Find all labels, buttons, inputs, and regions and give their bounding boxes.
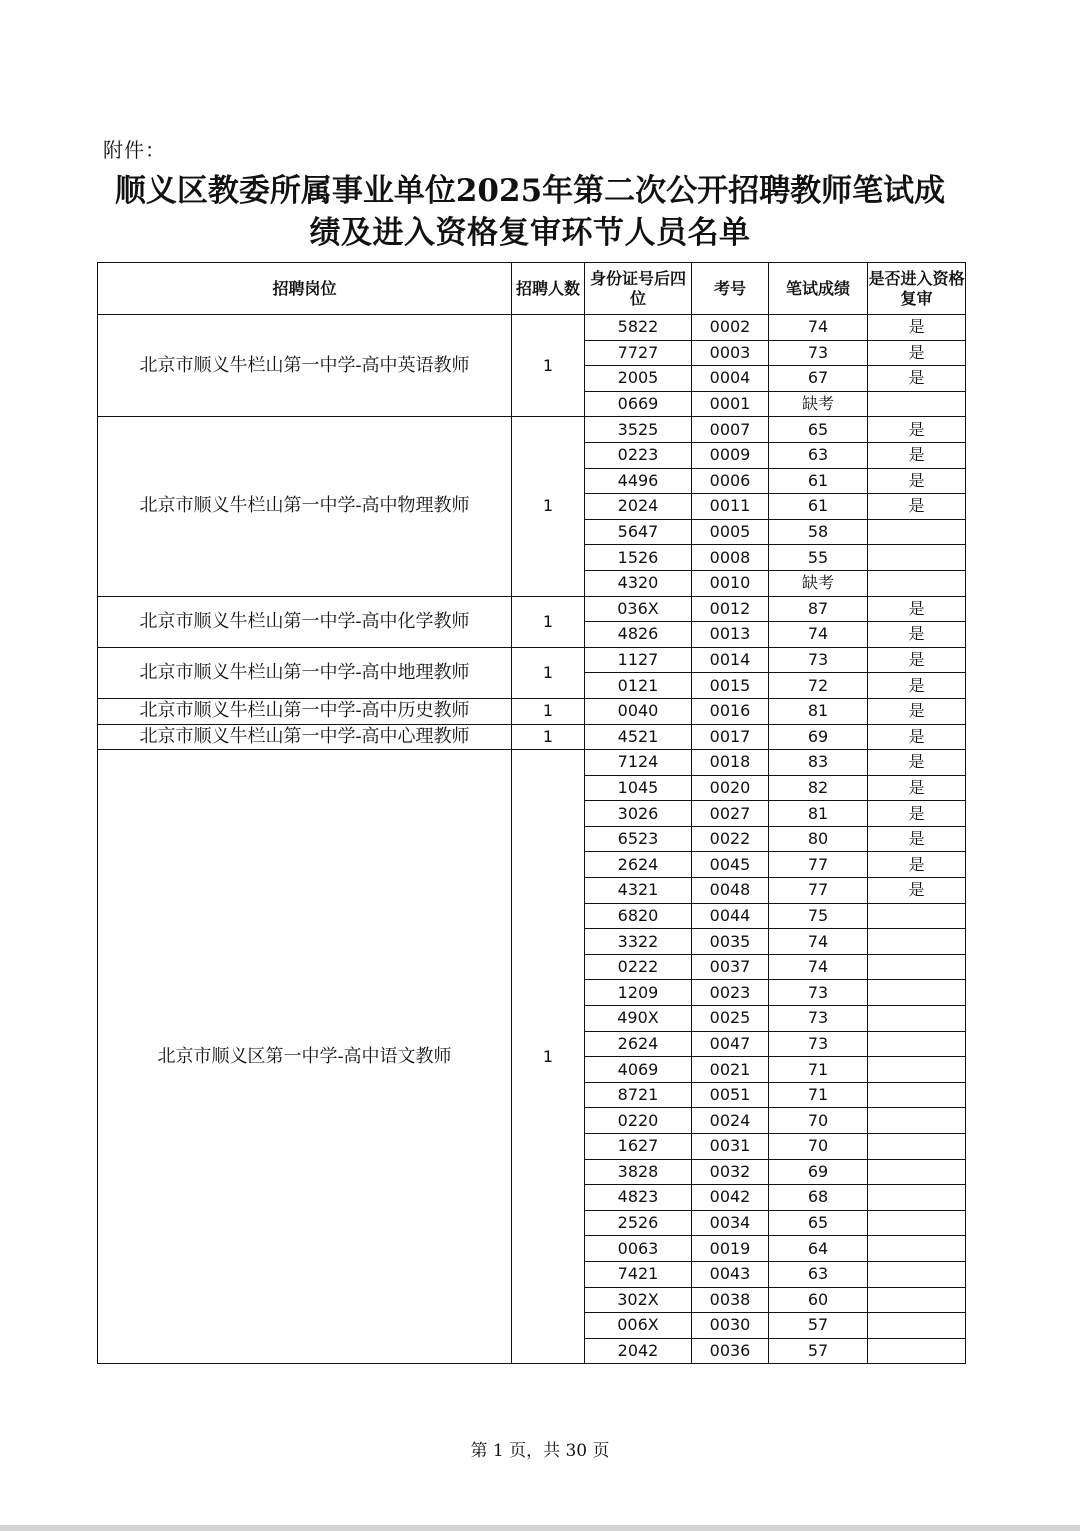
review-cell [868, 1261, 966, 1287]
review-cell [868, 903, 966, 929]
score-cell: 缺考 [769, 570, 868, 596]
score-cell: 72 [769, 673, 868, 699]
id-cell: 4823 [585, 1185, 692, 1211]
id-cell: 1526 [585, 545, 692, 571]
score-cell: 61 [769, 494, 868, 520]
id-cell: 0222 [585, 954, 692, 980]
score-cell: 67 [769, 366, 868, 392]
table-row [98, 596, 966, 622]
score-cell: 55 [769, 545, 868, 571]
id-cell: 006X [585, 1313, 692, 1339]
id-cell: 6820 [585, 903, 692, 929]
table-row [98, 647, 966, 673]
count-cell: 1 [512, 596, 585, 647]
exam-no-cell: 0045 [692, 852, 769, 878]
score-cell: 65 [769, 417, 868, 443]
exam-no-cell: 0014 [692, 647, 769, 673]
score-cell: 缺考 [769, 391, 868, 417]
id-cell: 2024 [585, 494, 692, 520]
exam-no-cell: 0017 [692, 724, 769, 750]
exam-no-cell: 0048 [692, 878, 769, 904]
id-cell: 4826 [585, 622, 692, 648]
document-title-line1: 顺义区教委所属事业单位2025年第二次公开招聘教师笔试成 [114, 173, 946, 209]
review-cell: 是 [868, 878, 966, 904]
exam-no-cell: 0038 [692, 1287, 769, 1313]
exam-no-cell: 0047 [692, 1031, 769, 1057]
exam-no-cell: 0023 [692, 980, 769, 1006]
review-cell [868, 1185, 966, 1211]
score-cell: 71 [769, 1082, 868, 1108]
id-cell: 0040 [585, 698, 692, 724]
id-cell: 0669 [585, 391, 692, 417]
id-cell: 4069 [585, 1057, 692, 1083]
review-cell [868, 1236, 966, 1262]
review-cell [868, 1006, 966, 1032]
table-row [98, 698, 966, 724]
exam-no-cell: 0018 [692, 750, 769, 776]
review-cell [868, 1108, 966, 1134]
exam-no-cell: 0022 [692, 826, 769, 852]
exam-no-cell: 0007 [692, 417, 769, 443]
score-cell: 70 [769, 1108, 868, 1134]
score-cell: 83 [769, 750, 868, 776]
score-cell: 61 [769, 468, 868, 494]
id-cell: 0121 [585, 673, 692, 699]
score-cell: 75 [769, 903, 868, 929]
id-cell: 3026 [585, 801, 692, 827]
score-cell: 63 [769, 442, 868, 468]
exam-no-cell: 0016 [692, 698, 769, 724]
score-cell: 73 [769, 980, 868, 1006]
score-cell: 58 [769, 519, 868, 545]
review-cell [868, 519, 966, 545]
score-cell: 77 [769, 878, 868, 904]
score-cell: 57 [769, 1313, 868, 1339]
header-post: 招聘岗位 [98, 263, 512, 315]
review-cell [868, 1082, 966, 1108]
id-cell: 4496 [585, 468, 692, 494]
exam-no-cell: 0042 [692, 1185, 769, 1211]
table-row [98, 417, 966, 443]
id-cell: 7124 [585, 750, 692, 776]
id-cell: 3525 [585, 417, 692, 443]
id-cell: 2624 [585, 1031, 692, 1057]
exam-no-cell: 0008 [692, 545, 769, 571]
exam-no-cell: 0027 [692, 801, 769, 827]
exam-no-cell: 0013 [692, 622, 769, 648]
exam-no-cell: 0019 [692, 1236, 769, 1262]
id-cell: 1045 [585, 775, 692, 801]
table-row [98, 750, 966, 776]
id-cell: 2042 [585, 1338, 692, 1364]
id-cell: 490X [585, 1006, 692, 1032]
count-cell: 1 [512, 724, 585, 750]
review-cell [868, 1338, 966, 1364]
review-cell [868, 1287, 966, 1313]
table-row [98, 724, 966, 750]
header-review: 是否进入资格复审 [868, 263, 966, 315]
exam-no-cell: 0035 [692, 929, 769, 955]
score-cell: 68 [769, 1185, 868, 1211]
review-cell: 是 [868, 622, 966, 648]
score-cell: 81 [769, 698, 868, 724]
review-cell [868, 1031, 966, 1057]
score-cell: 82 [769, 775, 868, 801]
score-cell: 73 [769, 1031, 868, 1057]
review-cell: 是 [868, 366, 966, 392]
header-score: 笔试成绩 [769, 263, 868, 315]
count-cell: 1 [512, 698, 585, 724]
id-cell: 3322 [585, 929, 692, 955]
post-cell: 北京市顺义牛栏山第一中学-高中物理教师 [98, 417, 512, 596]
score-cell: 69 [769, 1159, 868, 1185]
review-cell [868, 545, 966, 571]
score-cell: 57 [769, 1338, 868, 1364]
score-cell: 74 [769, 315, 868, 341]
id-cell: 7421 [585, 1261, 692, 1287]
review-cell [868, 1313, 966, 1339]
post-cell: 北京市顺义牛栏山第一中学-高中历史教师 [98, 698, 512, 724]
count-cell: 1 [512, 647, 585, 698]
review-cell [868, 980, 966, 1006]
score-cell: 80 [769, 826, 868, 852]
score-cell: 71 [769, 1057, 868, 1083]
review-cell: 是 [868, 673, 966, 699]
exam-no-cell: 0012 [692, 596, 769, 622]
attachment-label: 附件： [103, 138, 166, 162]
review-cell [868, 929, 966, 955]
review-cell: 是 [868, 775, 966, 801]
exam-no-cell: 0011 [692, 494, 769, 520]
id-cell: 4521 [585, 724, 692, 750]
count-cell: 1 [512, 750, 585, 1364]
review-cell: 是 [868, 417, 966, 443]
header-count: 招聘人数 [512, 263, 585, 315]
id-cell: 2624 [585, 852, 692, 878]
score-cell: 64 [769, 1236, 868, 1262]
score-cell: 87 [769, 596, 868, 622]
score-cell: 60 [769, 1287, 868, 1313]
score-cell: 74 [769, 622, 868, 648]
id-cell: 7727 [585, 340, 692, 366]
exam-no-cell: 0032 [692, 1159, 769, 1185]
exam-no-cell: 0044 [692, 903, 769, 929]
score-cell: 73 [769, 647, 868, 673]
post-cell: 北京市顺义牛栏山第一中学-高中英语教师 [98, 315, 512, 417]
id-cell: 0223 [585, 442, 692, 468]
post-cell: 北京市顺义牛栏山第一中学-高中地理教师 [98, 647, 512, 698]
post-cell: 北京市顺义牛栏山第一中学-高中心理教师 [98, 724, 512, 750]
score-cell: 74 [769, 954, 868, 980]
id-cell: 1127 [585, 647, 692, 673]
exam-no-cell: 0037 [692, 954, 769, 980]
count-cell: 1 [512, 315, 585, 417]
review-cell: 是 [868, 647, 966, 673]
exam-no-cell: 0036 [692, 1338, 769, 1364]
id-cell: 0220 [585, 1108, 692, 1134]
id-cell: 036X [585, 596, 692, 622]
review-cell: 是 [868, 340, 966, 366]
exam-no-cell: 0005 [692, 519, 769, 545]
review-cell: 是 [868, 724, 966, 750]
score-table [97, 262, 966, 1364]
review-cell: 是 [868, 596, 966, 622]
exam-no-cell: 0002 [692, 315, 769, 341]
exam-no-cell: 0003 [692, 340, 769, 366]
id-cell: 5647 [585, 519, 692, 545]
review-cell [868, 1210, 966, 1236]
score-cell: 70 [769, 1134, 868, 1160]
score-cell: 77 [769, 852, 868, 878]
exam-no-cell: 0024 [692, 1108, 769, 1134]
id-cell: 302X [585, 1287, 692, 1313]
score-cell: 73 [769, 340, 868, 366]
id-cell: 6523 [585, 826, 692, 852]
score-cell: 73 [769, 1006, 868, 1032]
review-cell [868, 1134, 966, 1160]
table-body [98, 315, 966, 1364]
review-cell: 是 [868, 315, 966, 341]
id-cell: 2526 [585, 1210, 692, 1236]
review-cell [868, 570, 966, 596]
review-cell [868, 954, 966, 980]
review-cell [868, 1159, 966, 1185]
exam-no-cell: 0001 [692, 391, 769, 417]
page-footer: 第 1 页，共 30 页 [470, 1441, 610, 1461]
id-cell: 1209 [585, 980, 692, 1006]
exam-no-cell: 0006 [692, 468, 769, 494]
id-cell: 3828 [585, 1159, 692, 1185]
id-cell: 0063 [585, 1236, 692, 1262]
review-cell [868, 1057, 966, 1083]
post-cell: 北京市顺义牛栏山第一中学-高中化学教师 [98, 596, 512, 647]
id-cell: 1627 [585, 1134, 692, 1160]
id-cell: 5822 [585, 315, 692, 341]
review-cell: 是 [868, 442, 966, 468]
exam-no-cell: 0010 [692, 570, 769, 596]
exam-no-cell: 0031 [692, 1134, 769, 1160]
viewer-bottom-bar [0, 1525, 1080, 1531]
exam-no-cell: 0025 [692, 1006, 769, 1032]
id-cell: 4321 [585, 878, 692, 904]
count-cell: 1 [512, 417, 585, 596]
exam-no-cell: 0030 [692, 1313, 769, 1339]
exam-no-cell: 0009 [692, 442, 769, 468]
exam-no-cell: 0020 [692, 775, 769, 801]
review-cell [868, 391, 966, 417]
review-cell: 是 [868, 698, 966, 724]
score-cell: 69 [769, 724, 868, 750]
header-id: 身份证号后四位 [585, 263, 692, 315]
review-cell: 是 [868, 801, 966, 827]
review-cell: 是 [868, 750, 966, 776]
score-cell: 81 [769, 801, 868, 827]
score-cell: 63 [769, 1261, 868, 1287]
review-cell: 是 [868, 468, 966, 494]
header-exam-no: 考号 [692, 263, 769, 315]
score-cell: 74 [769, 929, 868, 955]
table-header-row [98, 263, 966, 315]
id-cell: 2005 [585, 366, 692, 392]
exam-no-cell: 0043 [692, 1261, 769, 1287]
document-title-line2: 绩及进入资格复审环节人员名单 [309, 215, 751, 251]
id-cell: 8721 [585, 1082, 692, 1108]
score-cell: 65 [769, 1210, 868, 1236]
id-cell: 4320 [585, 570, 692, 596]
exam-no-cell: 0051 [692, 1082, 769, 1108]
table-row [98, 315, 966, 341]
exam-no-cell: 0021 [692, 1057, 769, 1083]
post-cell: 北京市顺义区第一中学-高中语文教师 [98, 750, 512, 1364]
review-cell: 是 [868, 852, 966, 878]
review-cell: 是 [868, 494, 966, 520]
exam-no-cell: 0034 [692, 1210, 769, 1236]
review-cell: 是 [868, 826, 966, 852]
exam-no-cell: 0015 [692, 673, 769, 699]
exam-no-cell: 0004 [692, 366, 769, 392]
